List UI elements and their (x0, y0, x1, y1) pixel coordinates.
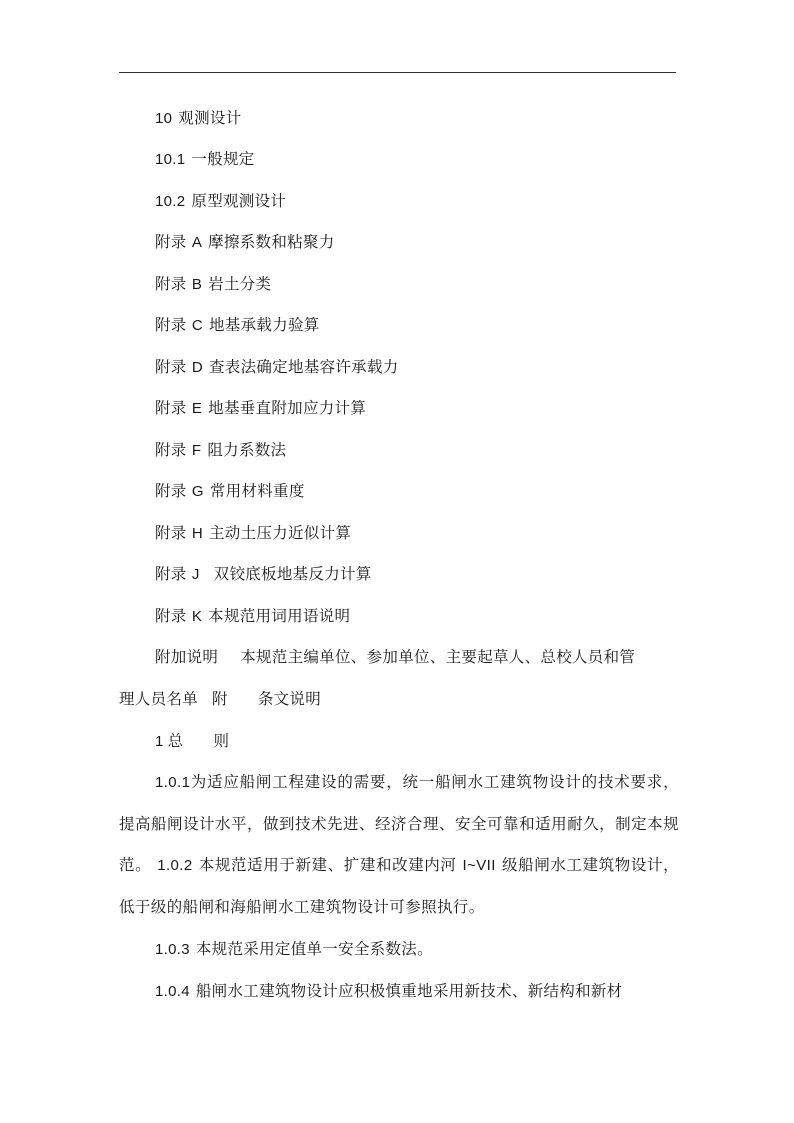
toc-appendix-d (155, 357, 399, 378)
appendix-letter: E (191, 400, 203, 417)
header-rule (119, 72, 676, 73)
clause-text-103: 本规范采用定值单一安全系数法。 (195, 940, 433, 958)
appendix-title: 摩擦系数和粘聚力 (208, 233, 335, 251)
clause-number-103: 1.0.3 (155, 941, 190, 958)
appendix-title: 本规范用词用语说明 (208, 607, 351, 625)
toc-appendix-h (155, 523, 351, 544)
appendix-prefix: 附录 (155, 275, 187, 293)
clause-paragraph-101-102 (119, 762, 679, 928)
toc-appendix-c (155, 315, 320, 336)
toc-appendix-e (155, 398, 366, 419)
toc-item-10-2 (155, 191, 286, 212)
clause-text-102b: 级船闸水工建筑物设计，低于级的船闸和海船闸水工建筑物设计可参照执行。 (119, 856, 679, 916)
appendix-title: 主动土压力近似计算 (208, 524, 352, 542)
toc-number: 10.1 (155, 151, 186, 168)
clause-number-104: 1.0.4 (155, 983, 190, 1000)
appendix-letter: G (191, 483, 204, 500)
clause-text-102a: 本规范适用于新建、扩建和改建内河 (198, 856, 457, 874)
appendix-letter: K (191, 608, 203, 625)
appendix-note-fu: 附 (212, 690, 228, 708)
toc-appendix-a (155, 232, 335, 253)
appendix-title: 阻力系数法 (207, 441, 287, 459)
toc-number: 10.2 (155, 193, 186, 210)
appendix-title: 地基垂直附加应力计算 (208, 399, 367, 417)
appendix-note-line-1 (155, 647, 635, 667)
toc-item-10 (155, 108, 242, 129)
clause-104 (155, 981, 622, 1002)
appendix-title: 岩土分类 (208, 275, 272, 293)
appendix-prefix: 附录 (155, 441, 187, 459)
clause-number-101: 1.0.1 (155, 774, 191, 791)
appendix-prefix: 附录 (155, 316, 187, 334)
appendix-letter: J (191, 566, 200, 583)
appendix-title: 地基承载力验算 (208, 316, 320, 334)
toc-title: 原型观测设计 (191, 192, 287, 210)
clause-number-102: 1.0.2 (157, 857, 193, 874)
toc-title: 观测设计 (178, 109, 242, 127)
appendix-note-label: 附加说明 (155, 648, 219, 666)
clause-range-102: I~VII (462, 857, 496, 874)
appendix-title: 双铰底板地基反力计算 (213, 565, 372, 583)
appendix-prefix: 附录 (155, 233, 187, 251)
appendix-prefix: 附录 (155, 524, 187, 542)
appendix-letter: D (191, 359, 203, 376)
appendix-note-text: 本规范主编单位、参加单位、主要起草人、总校人员和管 (240, 648, 636, 666)
appendix-prefix: 附录 (155, 565, 187, 583)
toc-appendix-b (155, 274, 271, 295)
toc-appendix-g (155, 481, 305, 502)
appendix-title: 常用材料重度 (209, 482, 305, 500)
appendix-note-text-cont: 理人员名单 (119, 690, 199, 708)
appendix-prefix: 附录 (155, 399, 187, 417)
clause-103 (155, 939, 433, 960)
appendix-prefix: 附录 (155, 607, 187, 625)
appendix-title: 查表法确定地基容许承载力 (208, 358, 399, 376)
clause-text-104: 船闸水工建筑物设计应积极慎重地采用新技术、新结构和新材 (195, 982, 623, 1000)
toc-appendix-f (155, 440, 286, 461)
appendix-note-line-2 (119, 689, 321, 709)
appendix-letter: H (191, 525, 203, 542)
chapter-heading (155, 731, 229, 752)
appendix-prefix: 附录 (155, 358, 187, 376)
clause-text-101: 为适应船闸工程建设的需要，统一船闸水工建筑物设计的技术要求，提高船闸设计水平，做到技术先进、经济合理、安全可靠和适用耐久，制定本规范。 (119, 773, 679, 874)
appendix-note-tiaowen: 条文说明 (257, 690, 322, 708)
appendix-letter: C (191, 317, 203, 334)
chapter-title-b: 则 (213, 732, 230, 750)
appendix-letter: A (191, 234, 203, 251)
appendix-letter: F (191, 442, 202, 459)
appendix-letter: B (191, 276, 203, 293)
toc-number: 10 (155, 110, 173, 127)
toc-appendix-j (155, 564, 372, 585)
toc-title: 一般规定 (191, 150, 255, 168)
chapter-title-a: 总 (167, 732, 184, 750)
appendix-prefix: 附录 (155, 482, 187, 500)
toc-appendix-k (155, 606, 350, 627)
toc-item-10-1 (155, 149, 255, 170)
chapter-number: 1 (155, 733, 164, 750)
